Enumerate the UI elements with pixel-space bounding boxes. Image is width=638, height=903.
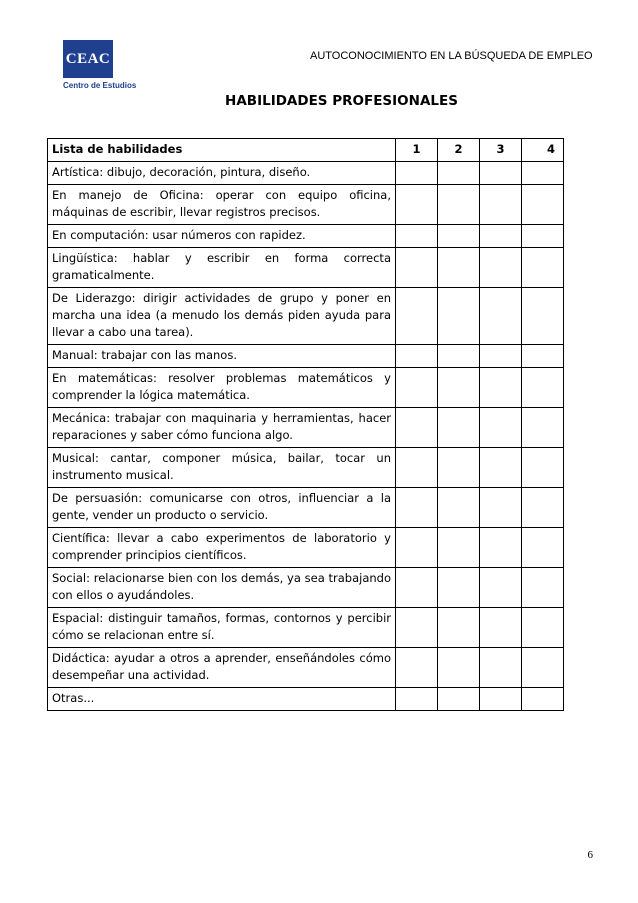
rating-cell-3[interactable] bbox=[480, 248, 522, 288]
header-rating-3: 3 bbox=[480, 139, 522, 162]
logo-subtitle: Centro de Estudios bbox=[63, 81, 137, 90]
skill-description: Social: relacionarse bien con los demás, ya sea trabajando con ellos o ayudándoles. bbox=[48, 568, 396, 608]
rating-cell-1[interactable] bbox=[396, 528, 438, 568]
rating-cell-1[interactable] bbox=[396, 608, 438, 648]
table-row bbox=[48, 408, 564, 448]
skill-description: Lingüística: hablar y escribir en forma correcta gramaticalmente. bbox=[48, 248, 396, 288]
table-row bbox=[48, 648, 564, 688]
table-row bbox=[48, 345, 564, 368]
rating-cell-4[interactable] bbox=[522, 368, 564, 408]
rating-cell-2[interactable] bbox=[438, 248, 480, 288]
rating-cell-4[interactable] bbox=[522, 488, 564, 528]
skill-description: Musical: cantar, componer música, bailar, tocar un instrumento musical. bbox=[48, 448, 396, 488]
rating-cell-2[interactable] bbox=[438, 568, 480, 608]
rating-cell-4[interactable] bbox=[522, 185, 564, 225]
rating-cell-1[interactable] bbox=[396, 568, 438, 608]
rating-cell-4[interactable] bbox=[522, 248, 564, 288]
rating-cell-3[interactable] bbox=[480, 345, 522, 368]
rating-cell-1[interactable] bbox=[396, 368, 438, 408]
rating-cell-1[interactable] bbox=[396, 688, 438, 711]
skill-description: En computación: usar números con rapidez. bbox=[48, 225, 396, 248]
rating-cell-4[interactable] bbox=[522, 448, 564, 488]
rating-cell-1[interactable] bbox=[396, 185, 438, 225]
rating-cell-3[interactable] bbox=[480, 162, 522, 185]
rating-cell-2[interactable] bbox=[438, 225, 480, 248]
header-skills: Lista de habilidades bbox=[48, 139, 396, 162]
rating-cell-2[interactable] bbox=[438, 608, 480, 648]
rating-cell-1[interactable] bbox=[396, 648, 438, 688]
rating-cell-2[interactable] bbox=[438, 368, 480, 408]
table-row bbox=[48, 368, 564, 408]
rating-cell-4[interactable] bbox=[522, 688, 564, 711]
rating-cell-1[interactable] bbox=[396, 248, 438, 288]
header-rating-4: 4 bbox=[522, 139, 564, 162]
rating-cell-2[interactable] bbox=[438, 448, 480, 488]
table-row bbox=[48, 185, 564, 225]
rating-cell-4[interactable] bbox=[522, 648, 564, 688]
rating-cell-4[interactable] bbox=[522, 345, 564, 368]
rating-cell-1[interactable] bbox=[396, 162, 438, 185]
rating-cell-3[interactable] bbox=[480, 648, 522, 688]
table-row bbox=[48, 225, 564, 248]
skill-description: En manejo de Oficina: operar con equipo oficina, máquinas de escribir, llevar registros precisos. bbox=[48, 185, 396, 225]
rating-cell-1[interactable] bbox=[396, 345, 438, 368]
rating-cell-4[interactable] bbox=[522, 528, 564, 568]
rating-cell-2[interactable] bbox=[438, 488, 480, 528]
rating-cell-2[interactable] bbox=[438, 408, 480, 448]
rating-cell-3[interactable] bbox=[480, 608, 522, 648]
header-rating-2: 2 bbox=[438, 139, 480, 162]
rating-cell-1[interactable] bbox=[396, 448, 438, 488]
table-row bbox=[48, 288, 564, 345]
rating-cell-4[interactable] bbox=[522, 225, 564, 248]
table-row bbox=[48, 688, 564, 711]
rating-cell-2[interactable] bbox=[438, 162, 480, 185]
skills-table bbox=[47, 138, 564, 711]
rating-cell-2[interactable] bbox=[438, 648, 480, 688]
table-row bbox=[48, 488, 564, 528]
skill-description: Manual: trabajar con las manos. bbox=[48, 345, 396, 368]
table-row bbox=[48, 568, 564, 608]
rating-cell-3[interactable] bbox=[480, 488, 522, 528]
rating-cell-2[interactable] bbox=[438, 288, 480, 345]
ceac-logo bbox=[63, 40, 137, 90]
rating-cell-3[interactable] bbox=[480, 368, 522, 408]
rating-cell-3[interactable] bbox=[480, 568, 522, 608]
rating-cell-3[interactable] bbox=[480, 185, 522, 225]
rating-cell-4[interactable] bbox=[522, 608, 564, 648]
page-title: HABILIDADES PROFESIONALES bbox=[225, 93, 458, 109]
rating-cell-4[interactable] bbox=[522, 162, 564, 185]
rating-cell-1[interactable] bbox=[396, 288, 438, 345]
rating-cell-3[interactable] bbox=[480, 528, 522, 568]
rating-cell-3[interactable] bbox=[480, 288, 522, 345]
rating-cell-1[interactable] bbox=[396, 408, 438, 448]
logo-brand: CEAC bbox=[63, 40, 113, 78]
rating-cell-3[interactable] bbox=[480, 688, 522, 711]
table-row bbox=[48, 162, 564, 185]
rating-cell-3[interactable] bbox=[480, 408, 522, 448]
skill-description: Espacial: distinguir tamaños, formas, contornos y percibir cómo se relacionan entre sí. bbox=[48, 608, 396, 648]
skill-description: En matemáticas: resolver problemas matemáticos y comprender la lógica matemática. bbox=[48, 368, 396, 408]
rating-cell-2[interactable] bbox=[438, 528, 480, 568]
rating-cell-2[interactable] bbox=[438, 345, 480, 368]
table-row bbox=[48, 528, 564, 568]
rating-cell-3[interactable] bbox=[480, 448, 522, 488]
rating-cell-1[interactable] bbox=[396, 488, 438, 528]
skill-description: De persuasión: comunicarse con otros, influenciar a la gente, vender un producto o servicio. bbox=[48, 488, 396, 528]
rating-cell-2[interactable] bbox=[438, 688, 480, 711]
rating-cell-4[interactable] bbox=[522, 288, 564, 345]
table-header-row bbox=[48, 139, 564, 162]
rating-cell-1[interactable] bbox=[396, 225, 438, 248]
rating-cell-4[interactable] bbox=[522, 568, 564, 608]
skill-description: Mecánica: trabajar con maquinaria y herramientas, hacer reparaciones y saber cómo funciona algo. bbox=[48, 408, 396, 448]
rating-cell-2[interactable] bbox=[438, 185, 480, 225]
rating-cell-4[interactable] bbox=[522, 408, 564, 448]
header-rating-1: 1 bbox=[396, 139, 438, 162]
rating-cell-3[interactable] bbox=[480, 225, 522, 248]
table-row bbox=[48, 608, 564, 648]
skill-description: Didáctica: ayudar a otros a aprender, enseñándoles cómo desempeñar una actividad. bbox=[48, 648, 396, 688]
skill-description: De Liderazgo: dirigir actividades de grupo y poner en marcha una idea (a menudo los demás piden ayuda para llevar a cabo una tarea). bbox=[48, 288, 396, 345]
skill-description: Otras... bbox=[48, 688, 396, 711]
skill-description: Científica: llevar a cabo experimentos de laboratorio y comprender principios científicos. bbox=[48, 528, 396, 568]
table-row bbox=[48, 448, 564, 488]
skill-description: Artística: dibujo, decoración, pintura, diseño. bbox=[48, 162, 396, 185]
running-header: AUTOCONOCIMIENTO EN LA BÚSQUEDA DE EMPLEO bbox=[310, 50, 593, 62]
table-row bbox=[48, 248, 564, 288]
page-number: 6 bbox=[587, 849, 593, 861]
